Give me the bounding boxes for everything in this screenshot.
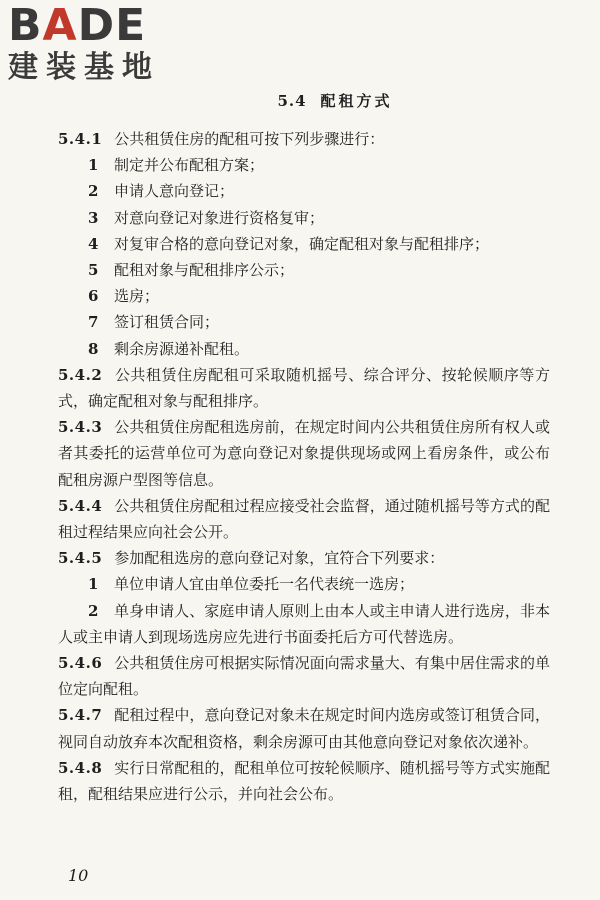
list-item: 5 配租对象与配租排序公示；: [88, 261, 295, 280]
clause-text: 公共租赁住房配租选房前，在规定时间内公共租赁住房所有权人或者其委托的运营单位可为意向登记对象提供现场或网上看房条件，或公布配租房源户型图等信息。: [58, 418, 550, 489]
document-body: [58, 126, 550, 807]
clause-5-4-3: [58, 414, 550, 493]
page-number: 10: [68, 866, 89, 885]
clause-text: 公共租赁住房配租过程应接受社会监督，通过随机摇号等方式的配租过程结果应向社会公开。: [58, 496, 550, 542]
section-number: 5.4: [277, 92, 307, 110]
clause-number: 5.4.8: [58, 758, 103, 777]
clause-5-4-8: [58, 755, 550, 807]
clause-text: 公共租赁住房可根据实际情况面向需求量大、有集中居住需求的单位定向配租。: [58, 654, 550, 699]
clause-text: 公共租赁住房的配租可按下列步骤进行：: [114, 130, 385, 148]
bade-logo: [8, 0, 183, 86]
list-item: 1 制定并公布配租方案；: [88, 156, 265, 175]
list-item: 7 签订租赁合同；: [88, 313, 220, 332]
section-title: 配租方式: [320, 92, 393, 110]
clause-text: 实行日常配租的，配租单位可按轮候顺序、随机摇号等方式实施配租，配租结果应进行公示，并向社会公布。: [58, 758, 550, 804]
clause-5-4-5: [58, 545, 550, 571]
logo-subtitle: 建装基地: [8, 50, 160, 85]
list-item: 3 对意向登记对象进行资格复审；: [88, 208, 325, 227]
clause-number: 5.4.5: [58, 549, 103, 568]
logo-wordmark: [8, 0, 183, 51]
list-item: 2 申请人意向登记；: [88, 182, 235, 201]
list-item: 4 对复审合格的意向登记对象，确定配租对象与配租排序；: [88, 234, 490, 253]
section-heading: [0, 90, 600, 111]
clause-number: 5.4.3: [58, 418, 103, 437]
logo-letter-a: A: [42, 0, 78, 51]
clause-number: 5.4.1: [58, 130, 103, 148]
clause-5-4-2: [58, 362, 550, 414]
clause-5-4-6: [58, 650, 550, 702]
clause-5-4-4: [58, 493, 550, 545]
clause-5-4-1: [58, 126, 550, 152]
list-item: 2 单身申请人、家庭申请人原则上由本人或主申请人进行选房，非本人或主申请人到现场选房应先进行书面委托后方可代替选房。: [58, 601, 550, 646]
clause-number: 5.4.4: [58, 496, 103, 515]
clause-number: 5.4.7: [58, 706, 103, 725]
logo-letter-b: B: [8, 0, 43, 51]
list-item: 6 选房；: [88, 287, 160, 306]
clause-number: 5.4.6: [58, 654, 103, 673]
list-item: 8 剩余房源递补配租。: [88, 339, 250, 358]
clause-number: 5.4.2: [58, 365, 103, 384]
clause-5-4-7: [58, 702, 550, 754]
clause-text: 参加配租选房的意向登记对象，宜符合下列要求：: [114, 549, 445, 568]
clause-text: 配租过程中，意向登记对象未在规定时间内选房或签订租赁合同，视同自动放弃本次配租资格，剩余房源可由其他意向登记对象依次递补。: [58, 706, 550, 751]
list-item: 1 单位申请人宜由单位委托一名代表统一选房；: [88, 575, 415, 594]
logo-letters-de: DE: [77, 0, 147, 51]
clause-text: 公共租赁住房配租可采取随机摇号、综合评分、按轮候顺序等方式，确定配租对象与配租排序。: [58, 365, 550, 411]
